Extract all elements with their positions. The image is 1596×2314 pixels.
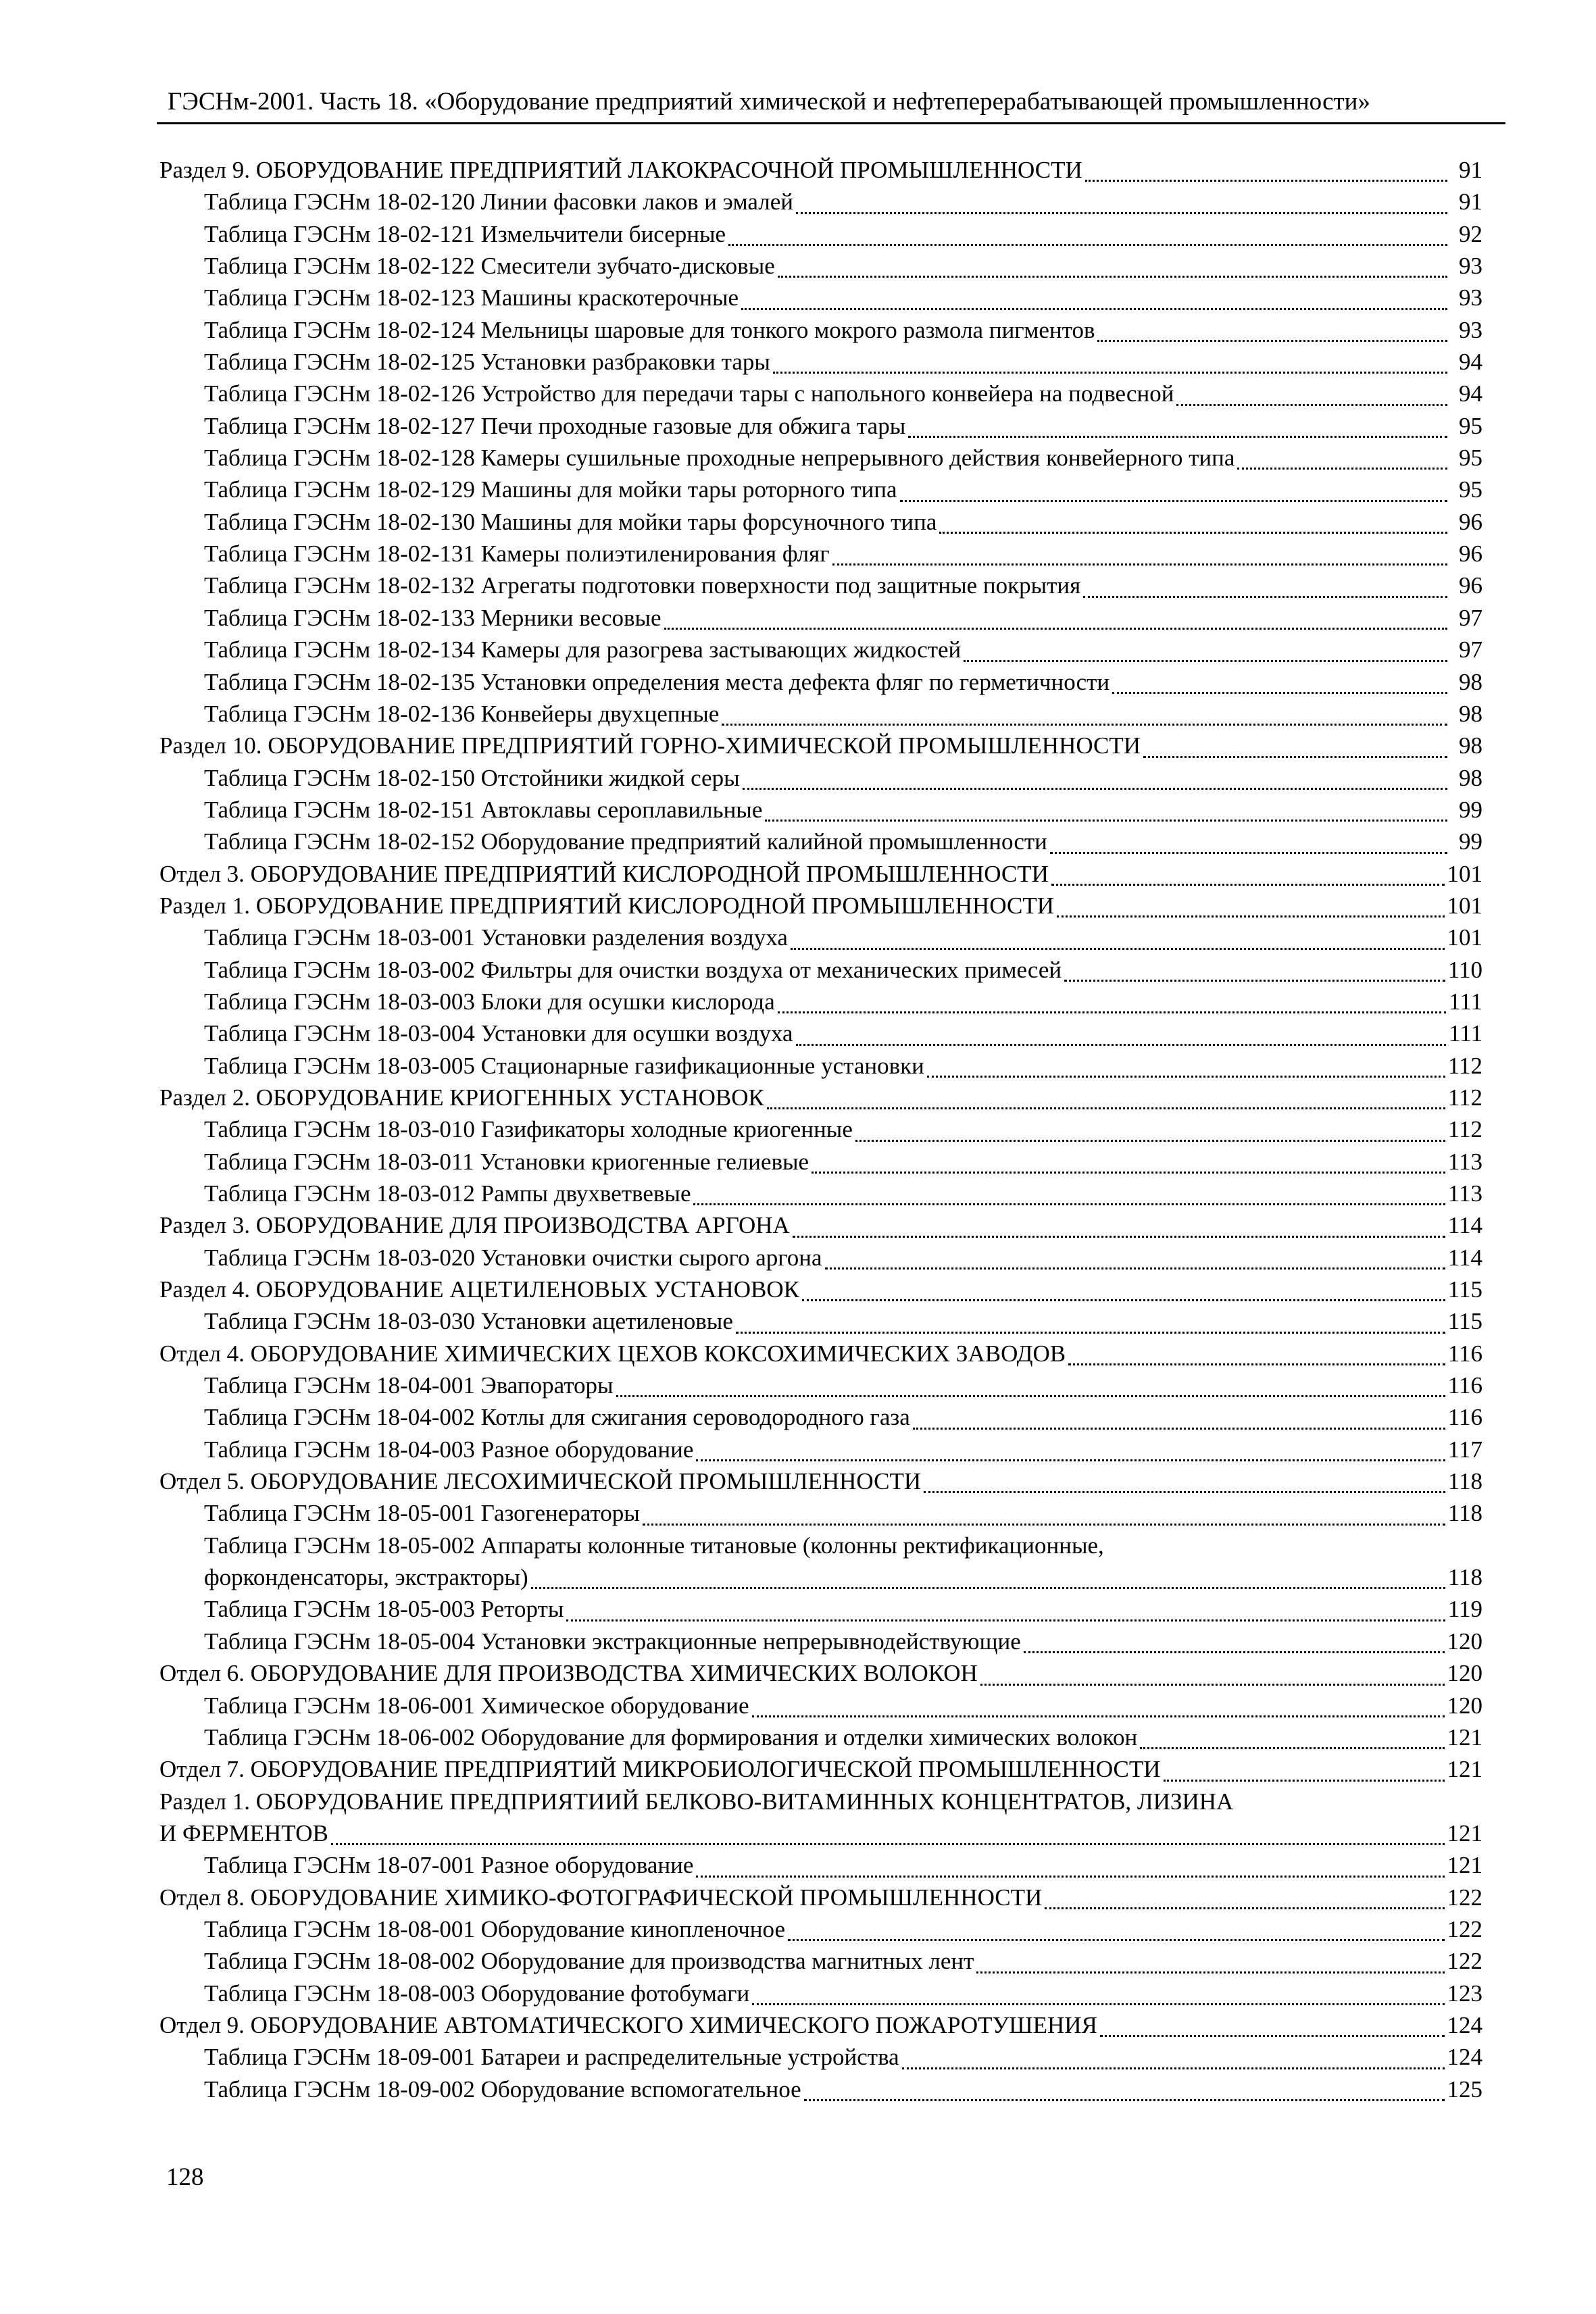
- toc-entry-title: Таблица ГЭСНм 18-02-151 Автоклавы сероплавильные: [204, 796, 763, 823]
- toc-entry-title: Таблица ГЭСНм 18-03-020 Установки очистки сырого аргона: [204, 1244, 822, 1271]
- toc-section-entry: [159, 154, 1482, 186]
- toc-table-entry: [159, 1945, 1482, 1977]
- toc-section-entry: [159, 1082, 1482, 1113]
- toc-dot-leader: [752, 1706, 1445, 1717]
- toc-section-entry: [159, 1338, 1482, 1369]
- toc-entry-page: 96: [1459, 508, 1482, 535]
- toc-dot-leader: [791, 938, 1445, 950]
- toc-entry-title: Раздел 1. ОБОРУДОВАНИЕ ПРЕДПРИЯТИЙ КИСЛОРОДНОЙ ПРОМЫШЛЕННОСТИ: [159, 892, 1055, 919]
- toc-entry-title: Таблица ГЭСНм 18-02-133 Мерники весовые: [204, 604, 662, 631]
- toc-entry-page: 114: [1447, 1212, 1482, 1239]
- toc-section-entry: [159, 1209, 1482, 1241]
- toc-entry-page: 98: [1459, 668, 1482, 695]
- toc-table-entry: [159, 410, 1482, 442]
- toc-entry-page: 98: [1459, 732, 1482, 759]
- toc-entry-title: Таблица ГЭСНм 18-02-136 Конвейеры двухцепные: [204, 700, 720, 727]
- toc-table-entry: [159, 1593, 1482, 1625]
- toc-entry-title: Таблица ГЭСНм 18-03-012 Рампы двухветвевые: [204, 1180, 691, 1207]
- toc-table-entry: [159, 666, 1482, 698]
- toc-dot-leader: [693, 1194, 1445, 1205]
- toc-section-entry: [159, 1882, 1482, 1913]
- toc-entry-page: 116: [1447, 1340, 1482, 1367]
- toc-entry-title: Таблица ГЭСНм 18-08-003 Оборудование фотобумаги: [204, 1980, 750, 2007]
- toc-entry-page: 121: [1447, 1724, 1482, 1751]
- toc-table-entry: [159, 218, 1482, 250]
- toc-entry-title: Таблица ГЭСНм 18-03-004 Установки для осушки воздуха: [204, 1020, 793, 1047]
- toc-table-entry: [159, 1242, 1482, 1274]
- toc-dot-leader: [964, 651, 1447, 662]
- toc-table-entry: [159, 1369, 1482, 1401]
- toc-dot-leader: [616, 1386, 1445, 1397]
- toc-entry-page: 95: [1459, 476, 1482, 503]
- toc-entry-title: Таблица ГЭСНм 18-02-132 Агрегаты подготовки поверхности под защитные покрытия: [204, 572, 1081, 599]
- toc-entry-title: Таблица ГЭСНм 18-02-128 Камеры сушильные проходные непрерывного действия конвейерного типа: [204, 445, 1235, 472]
- toc-dot-leader: [913, 1418, 1445, 1430]
- toc-entry-title: Таблица ГЭСНм 18-02-150 Отстойники жидкой серы: [204, 764, 740, 791]
- toc-dot-leader: [743, 778, 1447, 790]
- toc-entry-title: Таблица ГЭСНм 18-08-002 Оборудование для производства магнитных лент: [204, 1948, 974, 1975]
- toc-entry-title: Таблица ГЭСНм 18-05-004 Установки экстракционные непрерывнодействующие: [204, 1628, 1021, 1655]
- toc-dot-leader: [980, 1674, 1445, 1686]
- toc-entry-title: Таблица ГЭСНм 18-02-134 Камеры для разогрева застывающих жидкостей: [204, 636, 962, 663]
- toc-dot-leader: [778, 266, 1447, 278]
- toc-table-entry: [159, 474, 1482, 505]
- toc-dot-leader: [1051, 874, 1445, 886]
- toc-table-entry: [159, 1401, 1482, 1433]
- toc-dot-leader: [1097, 330, 1447, 342]
- toc-entry-title: Раздел 10. ОБОРУДОВАНИЕ ПРЕДПРИЯТИЙ ГОРНО-ХИМИЧЕСКОЙ ПРОМЫШЛЕННОСТИ: [159, 732, 1141, 759]
- toc-entry-title: Отдел 4. ОБОРУДОВАНИЕ ХИМИЧЕСКИХ ЦЕХОВ КОКСОХИМИЧЕСКИХ ЗАВОДОВ: [159, 1340, 1066, 1367]
- toc-entry-title: Таблица ГЭСНм 18-03-002 Фильтры для очистки воздуха от механических примесей: [204, 956, 1062, 983]
- toc-entry-page: 97: [1459, 636, 1482, 663]
- toc-dot-leader: [1237, 458, 1447, 470]
- toc-entry-title: Таблица ГЭСНм 18-02-124 Мельницы шаровые для тонкого мокрого размола пигментов: [204, 316, 1095, 343]
- toc-dot-leader: [1064, 970, 1445, 982]
- toc-dot-leader: [939, 522, 1447, 534]
- toc-entry-page: 96: [1459, 572, 1482, 599]
- toc-entry-page: 118: [1447, 1500, 1482, 1527]
- toc-entry-title: Отдел 6. ОБОРУДОВАНИЕ ДЛЯ ПРОИЗВОДСТВА ХИМИЧЕСКИХ ВОЛОКОН: [159, 1660, 978, 1687]
- toc-entry-page: 117: [1447, 1436, 1482, 1463]
- toc-table-entry: [159, 506, 1482, 538]
- toc-table-entry: [159, 1017, 1482, 1049]
- toc-dot-leader: [765, 810, 1447, 822]
- toc-table-entry: [159, 698, 1482, 730]
- toc-dot-leader: [736, 1322, 1445, 1334]
- toc-entry-title: Таблица ГЭСНм 18-04-001 Эвапораторы: [204, 1372, 614, 1399]
- toc-entry-title: Таблица ГЭСНм 18-02-152 Оборудование предприятий калийной промышленности: [204, 828, 1047, 855]
- toc-table-entry: [159, 954, 1482, 986]
- running-header: ГЭСНм-2001. Часть 18. «Оборудование предприятий химической и нефтеперерабатывающей промышленности»: [168, 88, 1370, 116]
- header-rule: [157, 122, 1505, 124]
- toc-entry-title: Таблица ГЭСНм 18-04-002 Котлы для сжигания сероводородного газа: [204, 1404, 910, 1431]
- toc-entry-page: 99: [1459, 828, 1482, 855]
- toc-table-entry: [159, 2073, 1482, 2105]
- toc-section-entry: [159, 1274, 1482, 1305]
- toc-table-entry: [159, 1913, 1482, 1945]
- toc-entry-page: 112: [1447, 1116, 1482, 1143]
- toc-dot-leader: [1100, 2026, 1445, 2037]
- toc-entry-title: Таблица ГЭСНм 18-03-030 Установки ацетиленовые: [204, 1308, 733, 1335]
- toc-entry-page: 115: [1447, 1308, 1482, 1335]
- toc-dot-leader: [796, 1034, 1447, 1046]
- toc-table-entry: [159, 794, 1482, 826]
- toc-table-entry: [159, 1434, 1482, 1465]
- toc-dot-leader: [788, 1930, 1445, 1941]
- toc-table-entry: [159, 250, 1482, 282]
- toc-entry-page: 93: [1459, 253, 1482, 280]
- toc-dot-leader: [531, 1578, 1445, 1589]
- toc-entry-title: Раздел 1. ОБОРУДОВАНИЕ ПРЕДПРИЯТИИЙ БЕЛКОВО-ВИТАМИННЫХ КОНЦЕНТРАТОВ, ЛИЗИНА: [159, 1788, 1234, 1815]
- toc-section-entry: [159, 1657, 1482, 1689]
- toc-table-entry: [159, 1146, 1482, 1178]
- toc-dot-leader: [793, 1226, 1445, 1238]
- toc-dot-leader: [1112, 682, 1447, 694]
- toc-entry-page: 118: [1447, 1564, 1482, 1591]
- toc-entry-page: 116: [1447, 1372, 1482, 1399]
- toc-table-entry: [159, 1113, 1482, 1145]
- toc-entry-title: Таблица ГЭСНм 18-04-003 Разное оборудование: [204, 1436, 694, 1463]
- toc-section-entry: [159, 1817, 1482, 1849]
- toc-entry-page: 118: [1447, 1468, 1482, 1495]
- toc-dot-leader: [331, 1834, 1445, 1845]
- toc-table-entry: [159, 1721, 1482, 1753]
- toc-dot-leader: [778, 1002, 1446, 1013]
- toc-entry-title: Таблица ГЭСНм 18-05-002 Аппараты колонные титановые (колонны ректификационные,: [204, 1532, 1104, 1559]
- toc-dot-leader: [1140, 1738, 1444, 1749]
- toc-dot-leader: [1143, 747, 1447, 758]
- toc-entry-title: Таблица ГЭСНм 18-02-131 Камеры полиэтиленирования фляг: [204, 540, 830, 568]
- toc-table-entry: [159, 2041, 1482, 2073]
- toc-table-entry: [159, 570, 1482, 601]
- toc-dot-leader: [832, 554, 1447, 565]
- toc-table-entry: [159, 346, 1482, 378]
- toc-dot-leader: [908, 426, 1447, 438]
- toc-table-entry: [159, 1849, 1482, 1881]
- toc-dot-leader: [722, 714, 1447, 726]
- toc-dot-leader: [773, 362, 1447, 374]
- toc-entry-title: Таблица ГЭСНм 18-03-003 Блоки для осушки кислорода: [204, 988, 775, 1015]
- toc-entry-page: 125: [1447, 2076, 1482, 2103]
- toc-table-entry: [159, 634, 1482, 665]
- toc-table-entry: [159, 1305, 1482, 1337]
- toc-entry-page: 91: [1459, 188, 1482, 216]
- toc-dot-leader: [804, 2090, 1445, 2101]
- toc-entry-page: 114: [1447, 1244, 1482, 1271]
- toc-table-entry: [159, 282, 1482, 313]
- toc-entry-title: Таблица ГЭСНм 18-02-126 Устройство для передачи тары с напольного конвейера на подвесной: [204, 380, 1174, 407]
- toc-entry-page: 98: [1459, 764, 1482, 791]
- toc-table-entry: [159, 1978, 1482, 2009]
- toc-entry-title: Таблица ГЭСНм 18-02-121 Измельчители бисерные: [204, 220, 726, 247]
- toc-entry-title: Отдел 7. ОБОРУДОВАНИЕ ПРЕДПРИЯТИЙ МИКРОБИОЛОГИЧЕСКОЙ ПРОМЫШЛЕННОСТИ: [159, 1756, 1161, 1783]
- toc-entry-page: 96: [1459, 540, 1482, 568]
- toc-dot-leader: [802, 1290, 1445, 1301]
- toc-entry-page: 120: [1447, 1660, 1482, 1687]
- toc-dot-leader: [855, 1130, 1445, 1142]
- toc-section-entry: [159, 858, 1482, 890]
- toc-entry-title: Таблица ГЭСНм 18-05-003 Реторты: [204, 1596, 564, 1623]
- toc-dot-leader: [1045, 1898, 1444, 1909]
- toc-table-entry: [159, 986, 1482, 1017]
- toc-entry-title: Отдел 9. ОБОРУДОВАНИЕ АВТОМАТИЧЕСКОГО ХИМИЧЕСКОГО ПОЖАРОТУШЕНИЯ: [159, 2011, 1097, 2038]
- toc-dot-leader: [1083, 586, 1447, 598]
- toc-dot-leader: [728, 234, 1447, 246]
- toc-entry-title: Таблица ГЭСНм 18-03-010 Газификаторы холодные криогенные: [204, 1116, 853, 1143]
- toc-entry-page: 97: [1459, 604, 1482, 631]
- toc-entry-page: 116: [1447, 1404, 1482, 1431]
- page-number: 128: [166, 2163, 204, 2191]
- toc-dot-leader: [1085, 170, 1447, 182]
- toc-entry-title: Таблица ГЭСНм 18-07-001 Разное оборудование: [204, 1852, 694, 1879]
- toc-dot-leader: [1050, 842, 1447, 854]
- toc-entry-title: Таблица ГЭСНм 18-02-125 Установки разбраковки тары: [204, 349, 770, 376]
- toc-entry-page: 94: [1459, 380, 1482, 407]
- toc-table-entry: [159, 826, 1482, 857]
- toc-entry-title: Отдел 8. ОБОРУДОВАНИЕ ХИМИКО-ФОТОГРАФИЧЕСКОЙ ПРОМЫШЛЕННОСТИ: [159, 1884, 1043, 1911]
- toc-table-entry: [159, 186, 1482, 218]
- toc-entry-page: 99: [1459, 796, 1482, 823]
- toc-entry-page: 93: [1459, 316, 1482, 343]
- toc-table-entry: [159, 1561, 1482, 1593]
- toc-dot-leader: [1164, 1770, 1445, 1782]
- toc-section-entry: [159, 1465, 1482, 1497]
- toc-entry-title: Раздел 3. ОБОРУДОВАНИЕ ДЛЯ ПРОИЗВОДСТВА АРГОНА: [159, 1212, 790, 1239]
- toc-entry-page: 101: [1447, 924, 1482, 951]
- toc-entry-page: 115: [1447, 1276, 1482, 1303]
- toc-entry-page: 98: [1459, 700, 1482, 727]
- toc-dot-leader: [696, 1450, 1445, 1461]
- toc-entry-page: 124: [1447, 2044, 1482, 2071]
- toc-entry-title: Таблица ГЭСНм 18-03-005 Стационарные газификационные установки: [204, 1052, 924, 1079]
- toc-dot-leader: [796, 203, 1447, 214]
- toc-table-entry: [159, 762, 1482, 794]
- toc-entry-page: 91: [1459, 157, 1482, 183]
- toc-dot-leader: [664, 618, 1447, 630]
- toc-entry-page: 94: [1459, 349, 1482, 376]
- toc-table-entry: [159, 602, 1482, 634]
- toc-dot-leader: [566, 1610, 1445, 1621]
- toc-table-entry: [159, 538, 1482, 570]
- table-of-contents: [159, 154, 1482, 2105]
- toc-dot-leader: [1024, 1642, 1445, 1653]
- toc-entry-title: Раздел 2. ОБОРУДОВАНИЕ КРИОГЕННЫХ УСТАНОВОК: [159, 1084, 764, 1111]
- toc-entry-title: И ФЕРМЕНТОВ: [159, 1819, 328, 1846]
- toc-entry-page: 124: [1447, 2011, 1482, 2038]
- toc-entry-page: 120: [1447, 1692, 1482, 1719]
- toc-table-entry: [159, 922, 1482, 953]
- toc-entry-title: Отдел 3. ОБОРУДОВАНИЕ ПРЕДПРИЯТИЙ КИСЛОРОДНОЙ ПРОМЫШЛЕННОСТИ: [159, 860, 1049, 887]
- toc-dot-leader: [1068, 1354, 1445, 1365]
- toc-entry-page: 101: [1447, 860, 1482, 887]
- toc-entry-title: Раздел 9. ОБОРУДОВАНИЕ ПРЕДПРИЯТИЙ ЛАКОКРАСОЧНОЙ ПРОМЫШЛЕННОСТИ: [159, 157, 1082, 183]
- toc-entry-page: 122: [1447, 1884, 1482, 1911]
- toc-dot-leader: [976, 1962, 1444, 1973]
- toc-table-entry: [159, 1690, 1482, 1721]
- toc-section-entry: [159, 890, 1482, 922]
- toc-dot-leader: [643, 1514, 1445, 1526]
- toc-entry-page: 92: [1459, 220, 1482, 247]
- toc-entry-page: 112: [1447, 1084, 1482, 1111]
- toc-entry-page: 101: [1447, 892, 1482, 919]
- toc-table-entry: [159, 442, 1482, 474]
- toc-table-entry: [159, 378, 1482, 409]
- toc-dot-leader: [812, 1162, 1445, 1174]
- toc-entry-page: 95: [1459, 445, 1482, 472]
- toc-entry-page: 111: [1449, 1020, 1482, 1047]
- toc-entry-title: Таблица ГЭСНм 18-05-001 Газогенераторы: [204, 1500, 640, 1527]
- toc-entry-title: Таблица ГЭСНм 18-08-001 Оборудование кинопленочное: [204, 1915, 785, 1942]
- toc-entry-title: Раздел 4. ОБОРУДОВАНИЕ АЦЕТИЛЕНОВЫХ УСТАНОВОК: [159, 1276, 799, 1303]
- toc-table-entry: [159, 1178, 1482, 1209]
- toc-entry-title: Таблица ГЭСНм 18-02-130 Машины для мойки тары форсуночного типа: [204, 508, 937, 535]
- toc-entry-page: 121: [1447, 1852, 1482, 1879]
- toc-dot-leader: [741, 299, 1447, 310]
- toc-dot-leader: [927, 1066, 1445, 1078]
- toc-dot-leader: [767, 1098, 1445, 1109]
- toc-entry-page: 120: [1447, 1628, 1482, 1655]
- toc-section-entry: [159, 2009, 1482, 2041]
- toc-entry-page: 119: [1447, 1596, 1482, 1623]
- toc-entry-page: 122: [1447, 1948, 1482, 1975]
- toc-entry-title: Таблица ГЭСНм 18-02-127 Печи проходные газовые для обжига тары: [204, 412, 906, 439]
- toc-table-entry: [159, 314, 1482, 346]
- toc-entry-title: Таблица ГЭСНм 18-02-135 Установки определения места дефекта фляг по герметичности: [204, 668, 1110, 695]
- toc-entry-title: Таблица ГЭСНм 18-02-122 Смесители зубчато-дисковые: [204, 253, 775, 280]
- toc-entry-title: Таблица ГЭСНм 18-02-120 Линии фасовки лаков и эмалей: [204, 188, 793, 216]
- toc-entry-page: 110: [1447, 956, 1482, 983]
- toc-entry-title: Таблица ГЭСНм 18-02-129 Машины для мойки тары роторного типа: [204, 476, 897, 503]
- toc-dot-leader: [1057, 906, 1444, 917]
- toc-entry-title: Таблица ГЭСНм 18-09-001 Батареи и распределительные устройства: [204, 2044, 899, 2071]
- toc-entry-page: 123: [1447, 1980, 1482, 2007]
- toc-table-entry: [159, 1497, 1482, 1529]
- toc-entry-page: 112: [1447, 1052, 1482, 1079]
- toc-section-entry: [159, 1753, 1482, 1785]
- toc-entry-title: Отдел 5. ОБОРУДОВАНИЕ ЛЕСОХИМИЧЕСКОЙ ПРОМЫШЛЕННОСТИ: [159, 1468, 922, 1495]
- toc-entry-title: Таблица ГЭСНм 18-06-002 Оборудование для формирования и отделки химических волокон: [204, 1724, 1138, 1751]
- toc-dot-leader: [752, 1994, 1444, 2005]
- toc-entry-title: Таблица ГЭСНм 18-09-002 Оборудование вспомогательное: [204, 2076, 801, 2103]
- toc-dot-leader: [1176, 395, 1447, 406]
- toc-entry-page: 95: [1459, 412, 1482, 439]
- toc-entry-page: 113: [1447, 1180, 1482, 1207]
- toc-entry-page: 122: [1447, 1915, 1482, 1942]
- toc-entry-title: Таблица ГЭСНм 18-03-001 Установки разделения воздуха: [204, 924, 788, 951]
- toc-entry-page: 113: [1447, 1148, 1482, 1175]
- toc-entry-title: Таблица ГЭСНм 18-02-123 Машины краскотерочные: [204, 284, 739, 311]
- toc-section-entry: [159, 1786, 1482, 1817]
- toc-dot-leader: [900, 491, 1447, 502]
- toc-section-entry: [159, 730, 1482, 761]
- toc-entry-title: Таблица ГЭСНм 18-03-011 Установки криогенные гелиевые: [204, 1148, 809, 1175]
- toc-table-entry: [159, 1050, 1482, 1082]
- toc-entry-title: Таблица ГЭСНм 18-06-001 Химическое оборудование: [204, 1692, 749, 1719]
- toc-table-entry: [159, 1530, 1482, 1561]
- toc-table-entry: [159, 1626, 1482, 1657]
- toc-dot-leader: [825, 1258, 1445, 1269]
- toc-dot-leader: [924, 1482, 1445, 1493]
- toc-entry-page: 121: [1447, 1819, 1482, 1846]
- toc-dot-leader: [902, 2058, 1445, 2069]
- toc-entry-title: форконденсаторы, экстракторы): [204, 1564, 528, 1591]
- toc-entry-page: 111: [1449, 988, 1482, 1015]
- toc-entry-page: 93: [1459, 284, 1482, 311]
- toc-dot-leader: [696, 1866, 1444, 1878]
- toc-entry-page: 121: [1447, 1756, 1482, 1783]
